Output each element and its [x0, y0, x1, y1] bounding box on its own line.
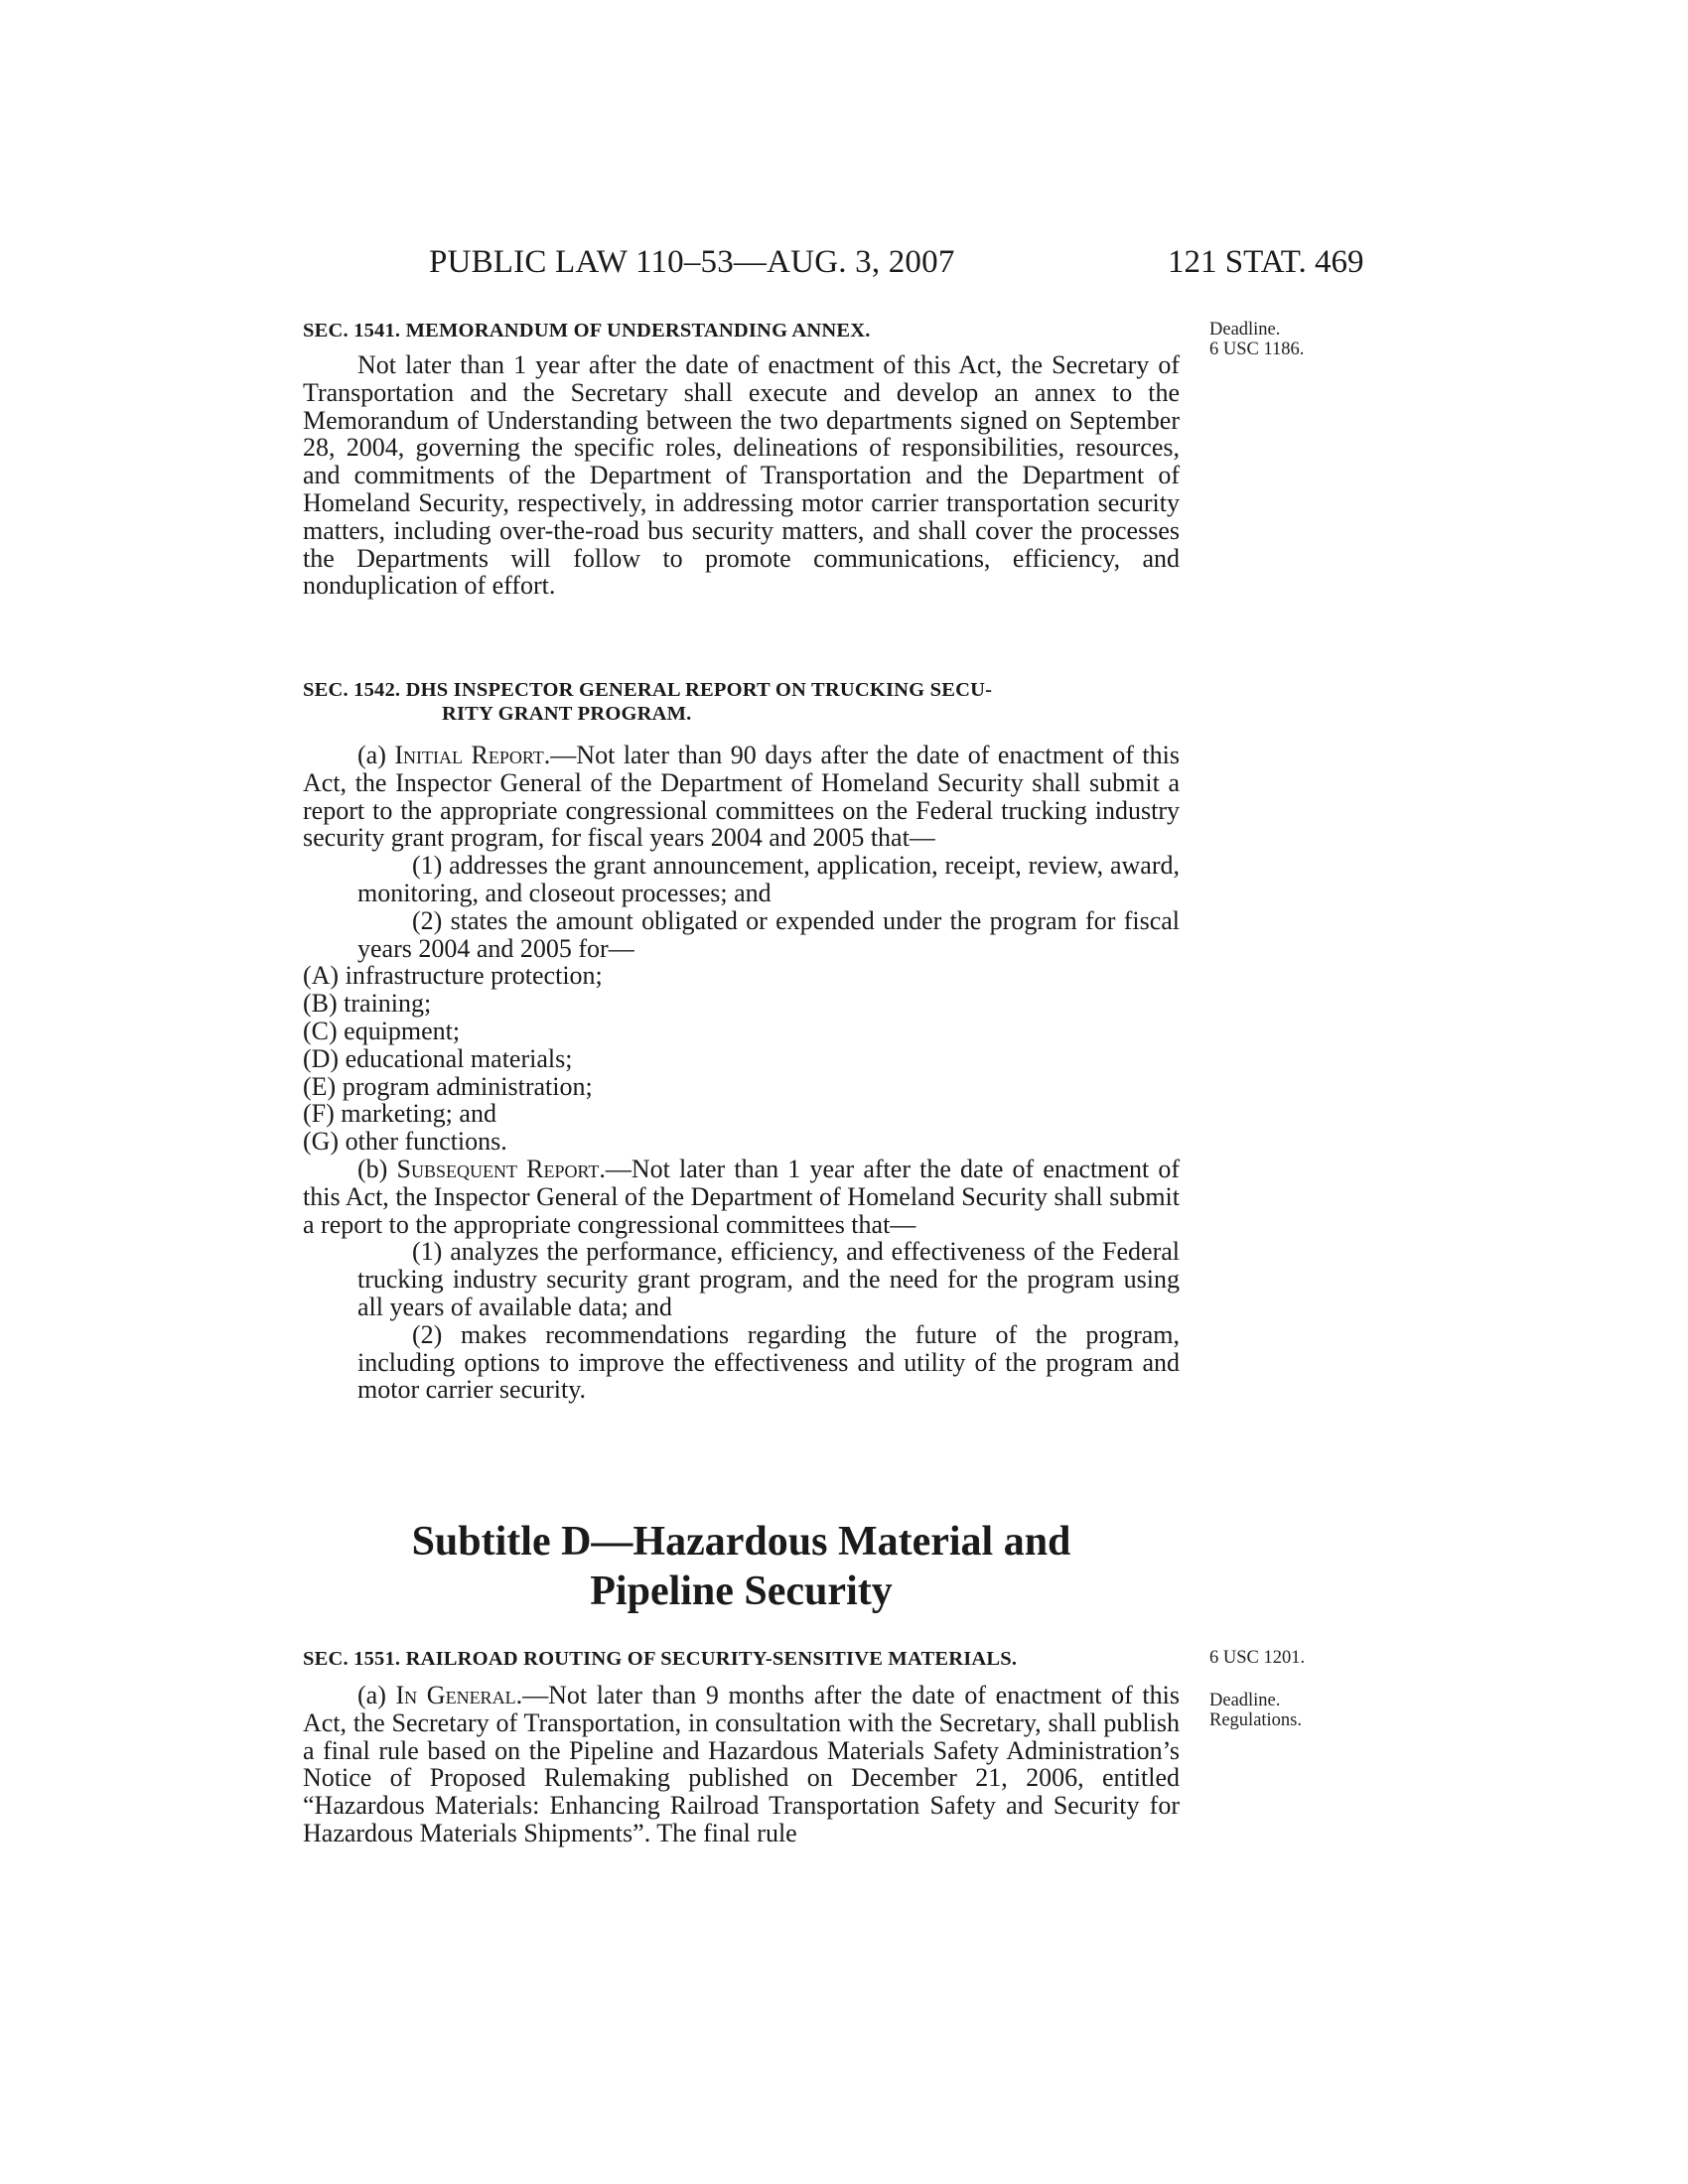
section-1542-heading-line1: SEC. 1542. DHS INSPECTOR GENERAL REPORT ON TRUCKING SECU-	[303, 679, 993, 701]
subsection-a-initial-report: (a) Initial Report.—Not later than 90 days after the date of enactment of this Act, the Inspector General of the Department of Homeland Security shall submit a report to the appropriate congressional committees on the Federal trucking industry security grant program, for fiscal years 2004 and 2005 that—	[303, 741, 1180, 853]
caption-in-general: In General	[395, 1681, 516, 1709]
subtitle-d-heading	[303, 1517, 1180, 1616]
running-header-title: PUBLIC LAW 110–53—AUG. 3, 2007	[429, 244, 955, 280]
paragraph-a1: (1) addresses the grant announcement, application, receipt, review, award, monitoring, and closeout processes; and	[357, 851, 1180, 907]
subtitle-line2: Pipeline Security	[590, 1569, 893, 1614]
subtitle-line1: Subtitle D—Hazardous Material and	[411, 1519, 1071, 1565]
subparagraph-F: (F) marketing; and	[303, 1099, 496, 1129]
margin-note-usc-1201: 6 USC 1201.	[1209, 1648, 1306, 1668]
section-1541-heading: SEC. 1541. MEMORANDUM OF UNDERSTANDING ANNEX.	[303, 320, 871, 341]
margin-note-deadline-1551: Deadline.	[1209, 1691, 1281, 1710]
section-1542-body	[303, 742, 1180, 1404]
section-1542-heading-line2: RITY GRANT PROGRAM.	[442, 703, 692, 725]
section-1541-paragraph: Not later than 1 year after the date of enactment of this Act, the Secretary of Transportation and the Secretary shall execute and develop an annex to the Memorandum of Understanding between the two departments signed on September 28, 2004, governing the specific roles, delineations of responsibilities, resources, and commitments of the Department of Transportation and the Department of Homeland Security, respectively, in addressing motor carrier transportation security matters, including over-the-road bus security matters, and shall cover the processes the Departments will follow to promote communications, efficiency, and nonduplication of effort.	[303, 350, 1180, 601]
subparagraph-G: (G) other functions.	[303, 1127, 507, 1157]
subparagraph-B: (B) training;	[303, 989, 432, 1019]
paragraph-a2: (2) states the amount obligated or expended under the program for fiscal years 2004 and 2005 for—	[357, 905, 1180, 963]
subparagraph-A: (A) infrastructure protection;	[303, 961, 603, 991]
section-1551-heading: SEC. 1551. RAILROAD ROUTING OF SECURITY-SENSITIVE MATERIALS.	[303, 1648, 1018, 1670]
paragraph-b2: (2) makes recommendations regarding the future of the program, including options to improve the effectiveness and utility of the program and motor carrier security.	[357, 1319, 1180, 1405]
margin-note-usc-1186: 6 USC 1186.	[1209, 340, 1305, 359]
subsection-a-in-general: (a) In General.—Not later than 9 months after the date of enactment of this Act, the Secretary of Transportation, in consultation with the Secretary, shall publish a final rule based on the Pipeline and Hazardous Materials Safety Administration’s Notice of Proposed Rulemaking published on December 21, 2006, entitled “Hazardous Materials: Enhancing Railroad Transportation Safety and Security for Hazardous Materials Shipments”. The final rule	[303, 1681, 1180, 1847]
margin-note-deadline-1541: Deadline.	[1209, 320, 1281, 340]
margin-note-regulations: Regulations.	[1209, 1710, 1303, 1730]
section-1551-body	[303, 1682, 1180, 1847]
section-1541-body	[303, 351, 1180, 600]
caption-initial-report: Initial Report	[394, 741, 544, 769]
paragraph-b1: (1) analyzes the performance, efficiency, and effectiveness of the Federal trucking industry security grant program, and the need for the program using all years of available data; and	[357, 1237, 1180, 1321]
subparagraph-E: (E) program administration;	[303, 1071, 593, 1101]
page-number: 121 STAT. 469	[1168, 244, 1364, 280]
caption-subsequent-report: Subsequent Report	[396, 1154, 600, 1183]
subparagraph-C: (C) equipment;	[303, 1016, 461, 1045]
subparagraph-D: (D) educational materials;	[303, 1043, 573, 1073]
subsection-b-subsequent-report: (b) Subsequent Report.—Not later than 1 year after the date of enactment of this Act, the Inspector General of the Department of Homeland Security shall submit a report to the appropriate congressional committees that—	[303, 1154, 1180, 1239]
